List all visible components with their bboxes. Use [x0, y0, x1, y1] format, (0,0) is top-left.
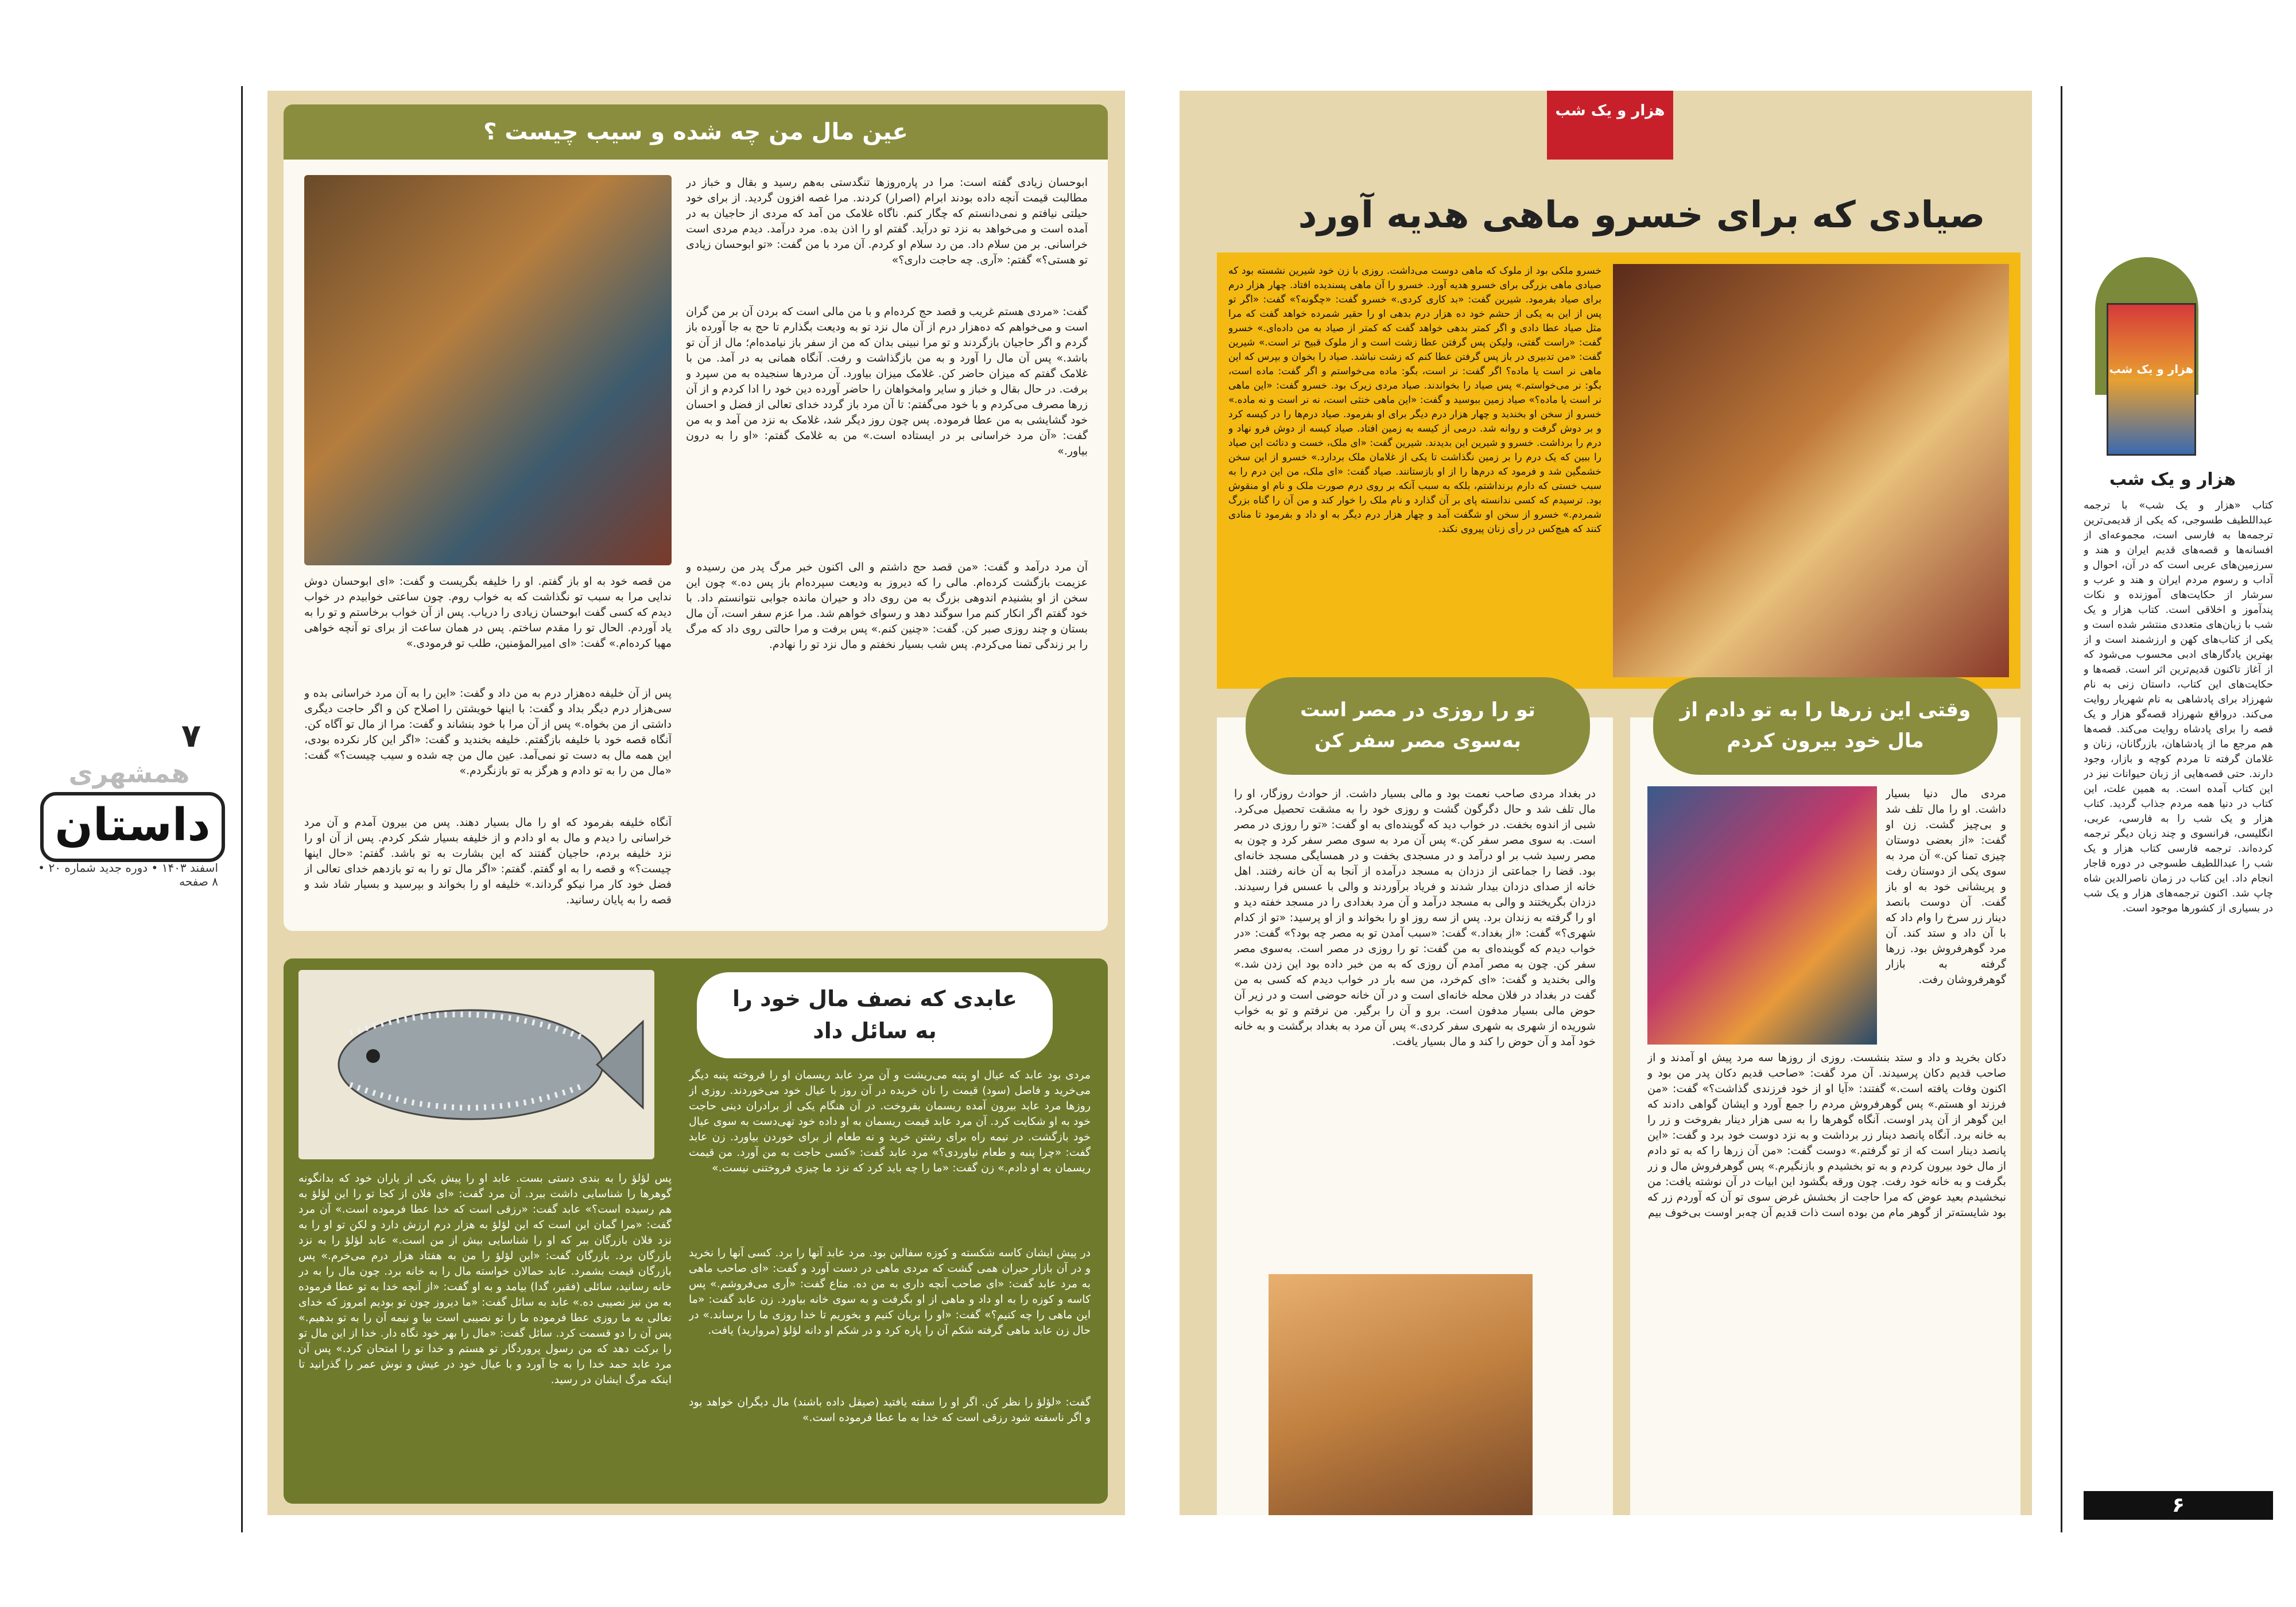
story2-banner: [1653, 677, 1998, 775]
page-number-right: ۶: [2172, 1493, 2185, 1517]
article1-col3: آن مرد درآمد و گفت: «من قصد حج داشتم و الی اکنون خبر مرگ پدر من رسیده و عزیمت بازگشت کرده‌ام. مالی را که دیروز به ودیعت سپرده‌ام باز پس ده.» چون این سخن از او بشنیدم اندوهی بزرگ به من روی داد و حیران مانده جوابی نتوانستم داد. با خود گفتم اگر انکار کنم مرا سوگند دهد و رسوای خواهم شد. مرا عزم سفر است، آن مال بستان و چند روزی صبر کن. گفت: «چنین کنم.» پس برفت و مرا حالتی روی داد که مرگ را بر زندگی تمنا می‌کردم. پس شب بسیار نخفتم و مال نزد تو را نهادم.: [686, 561, 1088, 651]
article2-bottom-caption: گفت: «لؤلؤ را نظر کن. اگر او را سفته یافتید (صیقل داده باشند) مال دیگران خواهد بود و اگر ناسفته شود رزقی است که خدا به ما عطا فرموده است.»: [689, 1396, 1091, 1424]
article1-col2: گفت: «مردی هستم غریب و قصد حج کرده‌ام و با من مالی است که بردن آن بر من گران است و می‌خواهم که ده‌هزار درم از آن مال نزد تو به ودیعت بگذارم تا حج به جا آورده باز گردم و اگر حاجیان بازگردند و تو مرا نبینی بدان که من از سفر باز نیامده‌ام؛ مال از آن تو باشد.» پس آن مال را آورد و به من بازگذاشت و رفت. آنگاه همانی به در آمد. من با غلامک گفتم که میزان حاضر کن. غلامک میزان بیاورد. آن مردرها سنجیده به من سپرد و برفت. در حال بقال و خباز و سایر وامخواهان را حاضر آورده دین خود را ادا کردم و از آن زرها مصرف می‌کردم و با خود می‌گفتم: تا آن مرد باز گردد خدای تعالی از فضل و احسان خود گشایشی به من عطا فرموده. پس چون روز دیگر شد، غلامک به نزد من آمد و به من گفت: «آن مرد خراسانی بر در ایستاده است.» من به غلامک گفتم: «او را به درون بیاور.»: [686, 305, 1088, 457]
article2-title: عابدی که نصف مال خود را به سائل داد: [732, 986, 1017, 1043]
article2-col2: در پیش ایشان کاسه شکسته و کوزه سفالین بود. مرد عابد آنها را برد. کسی آنها را نخرید و در آن بازار حیران همی گشت که مردی ماهی در دست آورد و گفت: «ای صاحب ماهی به مرد عابد گفت: «ای صاحب آنچه داری به من ده. متاع گفت: «آری می‌فروشم.» پس کاسه و کوزه را به او داد و ماهی از او بگرفت و به سوی خانه بیاورد. زن عابد گفت: «ما این ماهی را چه کنیم؟» گفت: «او را بریان کنیم و بخوریم تا خدا روزی ما را برساند.» در حال زن عابد ماهی گرفته شکم آن را پاره کرد و در شکم او دانه لؤلؤ (مروارید) یافت.: [689, 1247, 1091, 1337]
article1-banner: [284, 104, 1108, 160]
story3-illustration: [1269, 1274, 1533, 1515]
page-number-right-box: [2084, 1491, 2273, 1520]
issue-pages: ۸ صفحه: [179, 875, 218, 888]
fish-pearls-icon: [298, 970, 654, 1159]
article2-col1: مردی بود عابد که عیال او پنبه می‌ریشت و آن مرد عابد ریسمان او را فروخته پنبه دیگر می‌خرید و فاصل (سود) قیمت را نان خریده در آن روز با عیال خود می‌خوردند. روزی از روزها مرد عابد بیرون آمده ریسمان بفروخت. در آن هنگام یکی از برادران دینی حاجت خود به او شکایت کرد. آن مرد عابد قیمت ریسمان به او داده خود تهی‌دست به سوی عیال خود بازگشت. در نیمه راه برای رشتن خرید و نه طعام از برای خوردن بیاورد. زن عابد گفت: «چرا پنبه و طعام نیاوردی؟» مرد عابد گفت: «کسی حاجت به من آورد. من قیمت ریسمان به او دادم.» زن گفت: «ما را چه باید کرد که نزد ما چیزی فروختنی نیست.»: [689, 1069, 1091, 1174]
article1-title: عین مال من چه شده و سیب چیست ؟: [483, 119, 908, 145]
sidebar-title: هزار و یک شب: [2109, 469, 2236, 490]
article2-title-box: [695, 970, 1055, 1061]
story3-title: تو را روزی در مصر است به‌سوی مصر سفر کن: [1300, 698, 1535, 752]
main-title-box: [1263, 172, 2020, 258]
fish-illustration: [298, 970, 654, 1159]
story3-banner: [1246, 677, 1590, 775]
left-masthead: [34, 717, 224, 890]
book-cover-title: هزار و یک شب: [2109, 362, 2194, 376]
article1-col6: آنگاه خلیفه بفرمود که او را مال بسیار دهند. پس من بیرون آمدم و آن مرد خراسانی را دیدم و مال به او دادم و از خلیفه بسیار شکر کردم. پس از آن او را نزد خلیفه بردم، حاجیان گفتند که این بشارت به تو باشد. گفتم: «حال اینها چیست؟» و قصه را به او گفتم. گفتم: «اگر مال تو را به تو بازدهم خدای تعالی از فضل خود کار مرا نیکو گرداند.» خلیفه او را بخواند و بپرسید و بسیار شاد شد و قصه را به پایان رسانید.: [304, 816, 672, 906]
page-number-left: ۷: [181, 717, 201, 755]
article2-col3: پس لؤلؤ را به بندی دستی بست. عابد او را پیش یکی از یاران خود که بدانگونه گوهرها را شناسایی داشت ببرد. آن مرد گفت: «ای فلان از کجا تو را این لؤلؤ به هم رسیده است؟» عابد گفت: «رزقی است که خدا عطا فرموده است.» آن مرد گفت: «مرا گمان این است که این لؤلؤ به هزار درم ارزش دارد و لکن تو او را به نزد فلان بازرگان ببر که او را شناسایی بیش از من است.» عابد لؤلؤ را به نزد بازرگان برد. بازرگان گفت: «این لؤلؤ را من به هفتاد هزار درم می‌خرم.» پس بازرگان قیمت بشمرد. عابد حمالان خواسته مال را به خانه برد. چون مال را به در خانه رسانید، سائلی (فقیر، گدا) بیامد و به او گفت: «از آنچه خدا به تو عطا فرموده به من نیز نصیبی ده.» عابد به سائل گفت: «ما دیروز چون تو بودیم امروز که خدای تعالی به ما روزی عطا فرموده ما را تو نصیبی است بیا و نیمه آن را به تو بدهیم.» پس آن را دو قسمت کرد. سائل گفت: «مال را بهر خود نگاه دار. خدا از این مال تو را برکت دهد که من رسول پروردگار تو هستم و خدا تو را امتحان کرد.» پس آن مرد عابد حمد خدا را به جا آورد و با عیال خود در عیش و نوش عمر را گذرانید تا اینکه مرگ ایشان در رسید.: [298, 1172, 672, 1386]
main-title: صیادی که برای خسرو ماهی هدیه آورد: [1298, 194, 1985, 236]
right-divider: [2061, 86, 2062, 1532]
article1-col1: ابوحسان زیادی گفته است: مرا در پاره‌روزها تنگدستی به‌هم رسید و بقال و خباز در مطالبت قیمت آنچه داده بودند ابرام (اصرار) کردند. مرا غصه افزون گردید. از برای خود حیلتی نیافتم و نمی‌دانستم که چگار کنم. ناگاه غلامک من آمد که مردی از حاجیان به در آمده است و می‌خواهد به نزد تو درآید. گفتم او را اذن بده. مرد درآمد. دیدم مردی است خراسانی. بر من سلام داد. من رد سلام او کردم. آن مرد با من گفت: «تو ابوحسان زیادی تو هستی؟» گفتم: «آری. چه حاجت داری؟»: [686, 176, 1088, 266]
story2-title: وقتی این زرها را به تو دادم از مال خود بیرون کردم: [1680, 698, 1971, 752]
section-subtitle: همشهری: [68, 758, 190, 789]
article1-col4: من قصه خود به او باز گفتم. او را خلیفه بگریست و گفت: «ای ابوحسان دوش ندایی مرا به سبب تو نگذاشت که به خواب روم. چون ساعتی خوابیدم در خواب دیدم که کسی گفت ابوحسان زیادی را دریاب. پس از آن خواب برخاستم و تو را به یاد آوردم. الحال تو را مقدم ساختم. پس در همان ساعت از برای تو آنچه خواهی مهیا کرده‌ام.» گفت: «ای امیرالمؤمنین، طلب تو فرمودی.»: [304, 575, 672, 650]
issue-info: اسفند ۱۴۰۳ • دوره جدید شماره ۲۰ • ۸ صفحه: [38, 861, 218, 888]
issue-date: اسفند ۱۴۰۳: [161, 861, 218, 875]
story3-text: در بغداد مردی صاحب نعمت بود و مالی بسیار داشت. از حوادث روزگار، او را مال تلف شد و حال دگرگون گشت و روزی خود را به مشقت تحصیل می‌کرد. شبی از اندوه بخفت. در خواب دید که گوینده‌ای به او گفت: «تو را روزی در مصر است. به سوی مصر سفر کن.» پس آن مرد به سوی مصر سفر کرد و چون به مصر رسید شب بر او درآمد و در مسجدی بخفت و در همسایگی مسجد خانه‌ای بود. قضا را جماعتی از دزدان به مسجد درآمده از آنجا به آن خانه رفتند. اهل خانه از صدای دزدان بیدار شدند و فریاد برآوردند و والی با عسس فرا رسیدند. دزدان بگریختند و والی به مسجد درآمد و آن مرد بغدادی را در مسجد خفته دید و او را گرفته به زندان برد. پس از سه روز او را بخواند و از او پرسید: «تو از کدام شهری؟» گفت: «از بغداد.» گفت: «سبب آمدن تو به مصر چه بود؟» گفت: «در خواب دیدم که گوینده‌ای به من گفت: تو را روزی در مصر است. به‌سوی مصر سفر کن. چون به مصر آمدم آن روزی که به من خبر داده بود این زدن شد.» والی بخندید و گفت: «ای کم‌خرد، من سه بار در خواب دیدم که کسی به من گفت در بغداد در فلان محله خانه‌ای است و در آن خانه حوضی است و در زیر آن حوض مالی بسیار مدفون است. برو و آن را برگیر. من نرفتم و تو به خواب شوریده از شهری به شهری سفر کردی.» پس آن مرد به بغداد برگشت و به خانه خود آمد و آن حوض را کند و مال بسیار یافت.: [1234, 787, 1596, 1048]
section-title: داستان: [55, 799, 211, 851]
story2-illustration: [1647, 786, 1877, 1045]
sidebar-text: کتاب «هزار و یک شب» با ترجمه عبداللطیف طسوجی، که یکی از قدیمی‌ترین ترجمه‌ها به فارسی است، مجموعه‌ای از افسانه‌ها و قصه‌های قدیم ایران و هند و سرزمین‌های عربی است که در آن، احوال و آداب و رسوم مردم ایران و هند و عرب و سرشار از حکایت‌های آموزنده و نکات پندآموز و اخلاقی است. کتاب هزار و یک شب با زبان‌های متعددی منتشر شده است و یکی از کتاب‌های کهن و ارزشمند است و از بهترین یادگارهای ادبی محسوب می‌شود که از آغاز تاکنون قدیم‌ترین اثر است. قصه‌ها و حکایت‌های این کتاب، داستان زنی به نام شهرزاد برای پادشاهی به نام شهریار روایت می‌کند. درواقع شهرزاد قصه‌گو هزار و یک قصه را برای پادشاه روایت می‌کند. قصه‌ها هم مرجع ما از پادشاهان، بازرگانان، زنان و غلامان گرفته تا مردم کوچه و بازار، وجود دارند. حتی قصه‌هایی از زبان حیوانات نیز در این کتاب آمده است. به همین علت، این کتاب در دنیا همه مردم جذاب گردید. کتاب هزار و یک شب را به فارسی، عربی، انگلیسی، فرانسوی و چند زبان دیگر ترجمه کرده‌اند. ترجمه فارسی کتاب هزار و یک شب را عبداللطیف طسوجی در دوره قاجار انجام داد. این کتاب در زمان ناصرالدین شاه چاپ شد. اکنون ترجمه‌های هزار و یک شب در بسیاری از کشورها موجود است.: [2084, 499, 2273, 914]
series-label: هزار و یک شب: [1555, 102, 1665, 119]
sidebar: [2072, 91, 2285, 1515]
book-cover: [2107, 303, 2196, 456]
issue-number: دوره جدید شماره ۲۰: [48, 861, 148, 875]
article1-col5: پس از آن خلیفه ده‌هزار درم به من داد و گفت: «این را به آن مرد خراسانی بده و سی‌هزار درم دیگر بداد و گفت: با اینها خویشتن را اصلاح کن و اگر حاجت دیگری داشتی از من بخواه.» پس از آن مرا با خود بنشاند و گفت: مرا از مال تو آگاه کن. آنگاه قصه خود با خلیفه بازگفتم. خلیفه بخندید و گفت: «اگر این کار نکرده بودی، این همه مال به دست تو نمی‌آمد. عین مال من چه شده و سیب چیست؟» گفت: «مال من را به تو دادم و هرگز به تو بازنگردم.»: [304, 687, 672, 777]
story2-text-beside: مردی مال دنیا بسیار داشت. او را مال تلف شد و بی‌چیز گشت. زن او گفت: «از بعضی دوستان چیزی تمنا کن.» آن مرد به سوی یکی از دوستان رفت و پریشانی خود به او باز گفت. آن دوست بانصد دینار زر سرخ را وام داد که با آن داد و ستد کند. آن مرد گوهرفروش بود. زرها گرفته به بازار گوهرفروشان رفت.: [1886, 787, 2006, 986]
story2-text: دکان بخرید و داد و ستد بنشست. روزی از روزها سه مرد پیش او آمدند و از صاحب قدیم دکان پرسیدند. آن مرد گفت: «صاحب قدیم دکان پدر من بود و اکنون وفات یافته است.» گفتند: «آیا او از خود فرزندی گذاشت؟» گفت: «من فرزند او هستم.» پس گوهرفروش مردم را جمع آورد و ایشان گواهی دادند که این گوهر از آن پدر اوست. آنگاه گوهرها را به سی هزار دینار بفروخت و زر را به خانه برد. آنگاه پانصد دینار زر برداشت و به نزد دوست خود برد و گفت: «این پانصد دینار است که از تو گرفتم.» دوست گفت: «من آن زرها را که به تو دادم از مال خود بیرون کردم و به تو بخشیدم و بازنگیرم.» پس گوهرفروش مال و زر بگرفت و به خانه خود رفت. چون ورقه بگشود این ابیات در آن نوشته یافت: من نبخشیدم بعید عوض که مرا حاجت از بخشش غرض سوی تو آن که آوردم زر که بود شایسته‌تر از گوهر مام من بوده است ذات قدیم آن چه‌بر اوست بی‌خوف بیم: [1647, 1051, 2006, 1219]
series-ribbon: [1547, 91, 1673, 160]
main-story-text: خسرو ملکی بود از ملوک که ماهی دوست می‌داشت. روزی با زن خود شیرین نشسته بود که صیادی ماهی بزرگی برای خسرو هدیه آورد. خسرو را آن ماهی پسندیده افتاد. چهار هزار درم برای صیاد بفرمود. شیرین گفت: «بد کاری کردی.» خسرو گفت: «چگونه؟» گفت: «اگر تو پس از این به یکی از حشم خود ده هزار درم بدهی او را حقیر شمرده خواهد گفت که مرا مثل صیاد عطا دادی و اگر کمتر بدهی خواهد گفت که کمتر از صیاد به من داده‌ای.» خسرو گفت: «راست گفتی، ولیکن پس گرفتن عطا زشت است و از ملوک قبیح تر است.» شیرین گفت: «من تدبیری در باز پس گرفتن عطا کنم که زشت نباشد. صیاد را بخوان و بپرس که این ماهی نر است یا ماده؟ اگر گفت: نر است، بگو: ماده می‌خواستم و اگر گفت: ماده است، بگو: نر می‌خواستم.» پس صیاد را بخواندند. صیاد مردی زیرک بود. خسرو گفت: «این ماهی نر است یا ماده؟» صیاد زمین ببوسید و گفت: «این ماهی خنثی است، نه نر است و نه ماده.» خسرو از سخن او بخندید و چهار هزار درم دیگر برای او بفرمود. صیاد درم‌ها را در کیسه کرد و بر دوش گرفت و روانه شد. درمی از کیسه به زمین افتاد. صیاد کیسه از دوش فرو نهاد و درم را برداشت. خسرو و شیرین این بدیدند. شیرین گفت: «ای ملک، خست و دنائت این صیاد را ببین که یک درم را بر زمین نگذاشت تا یکی از غلامان ملک بردارد.» خسرو از این سخن خشمگین شد و فرمود که درم‌ها را از او بازستانند. صیاد گفت: «ای ملک، من این درم را به سبب خستی که دارم برنداشتم، بلکه به سبب آنکه بر روی درم صورت ملک و نام او منقوش بود. ترسیدم که کسی ندانسته پای بر آن گذارد و نام ملک را خوار کند و من آن را گناه بزرگ شمردم.» خسرو از سخن او شگفت آمد و چهار هزار درم دیگر به او داد و بفرمود تا منادی کنند که هیچ‌کس در رأی زنان پیروی نکند.: [1228, 265, 1601, 535]
main-story-illustration: [1613, 264, 2009, 677]
article1-illustration: [304, 175, 672, 565]
section-title-box: [40, 792, 225, 862]
left-divider: [241, 86, 243, 1532]
